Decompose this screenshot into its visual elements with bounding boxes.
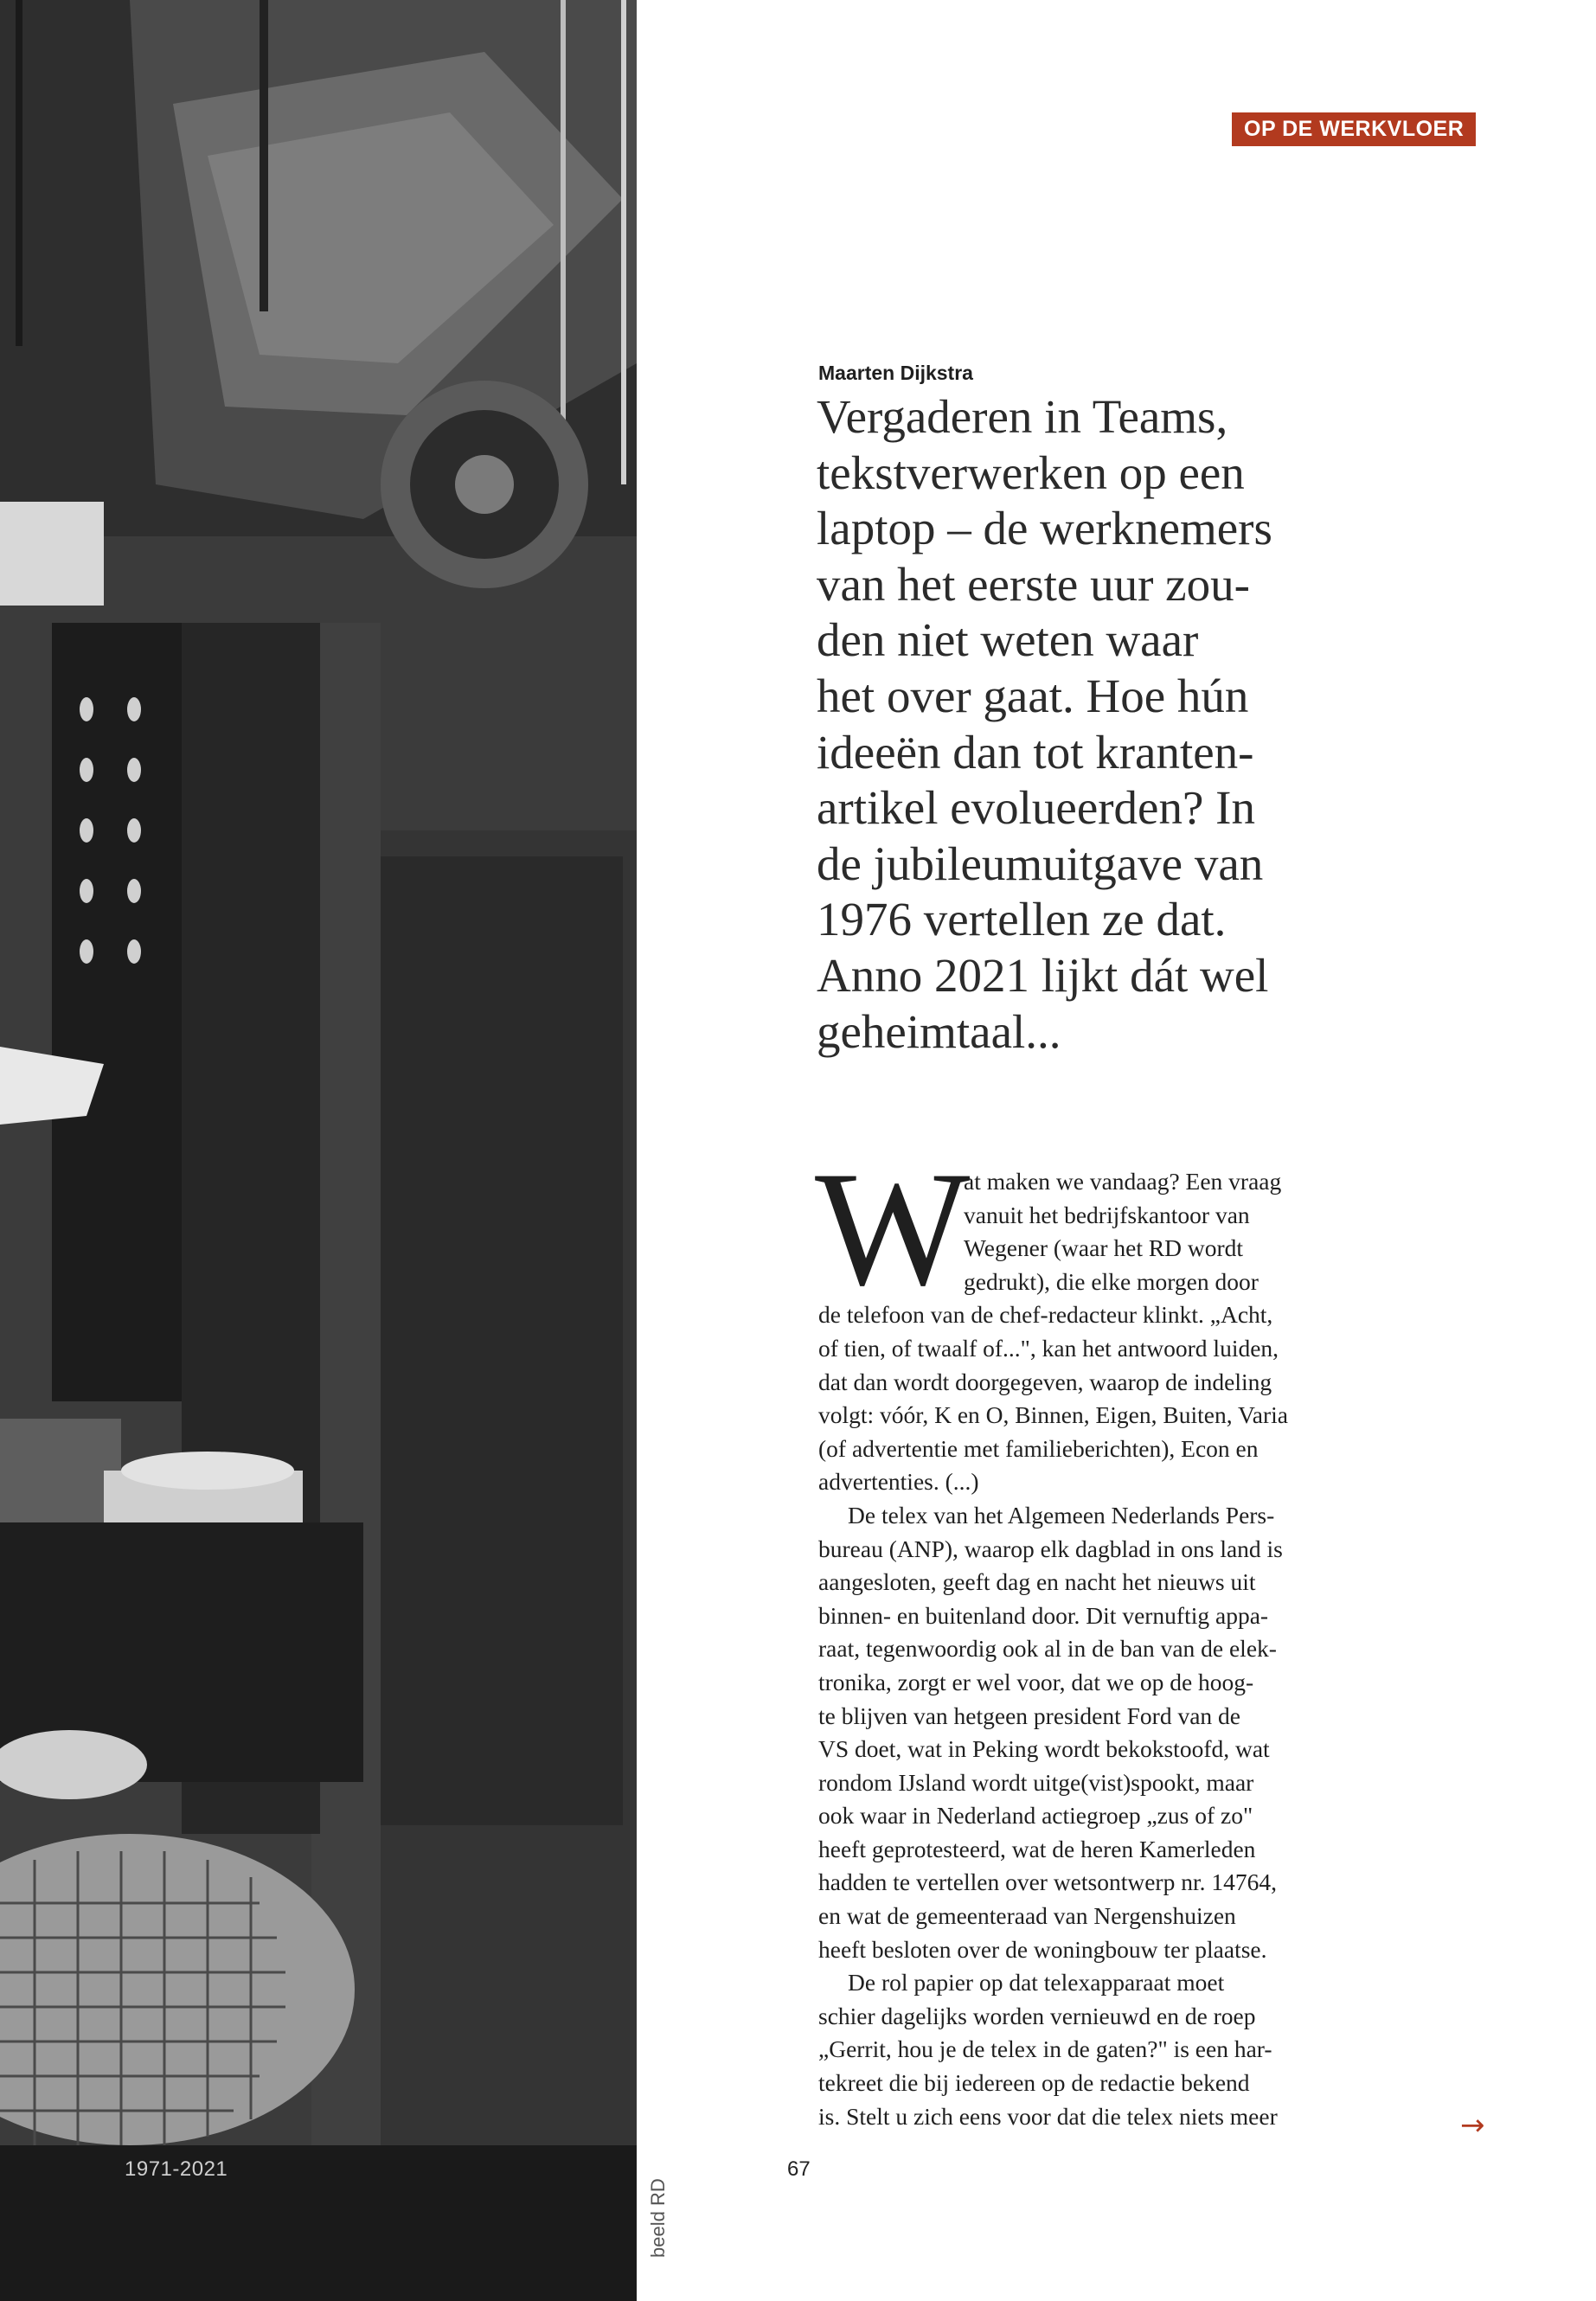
body-line: vanuit het bedrijfskantoor van — [964, 1201, 1250, 1228]
intro-line: artikel evolueerden? In — [817, 781, 1255, 835]
body-line: bureau (ANP), waarop elk dagblad in ons land is — [818, 1535, 1283, 1562]
body-line: heeft besloten over de woningbouw ter plaatse. — [818, 1935, 1267, 1963]
body-line: VS doet, wat in Peking wordt bekokstoofd, wat — [818, 1735, 1270, 1763]
continue-arrow-icon: → — [1460, 2108, 1485, 2143]
intro-line: Vergaderen in Teams, — [817, 390, 1228, 443]
intro-line: van het eerste uur zou- — [817, 557, 1250, 611]
body-line: schier dagelijks worden vernieuwd en de roep — [818, 2002, 1256, 2029]
intro-line: 1976 vertellen ze dat. — [817, 893, 1227, 946]
intro-line: ideeën dan tot kranten- — [817, 725, 1254, 779]
drop-cap: W — [815, 1138, 971, 1320]
intro-line: laptop – de werknemers — [817, 502, 1272, 555]
archive-photo-printing-press — [0, 0, 637, 2301]
body-line: heeft geprotesteerd, wat de heren Kamerleden — [818, 1835, 1256, 1862]
author-byline: Maarten Dijkstra — [818, 362, 973, 384]
body-line: te blijven van hetgeen president Ford van de — [818, 1702, 1240, 1729]
body-line: rondom IJsland wordt uitge(vist)spookt, maar — [818, 1768, 1254, 1796]
body-line: Wegener (waar het RD wordt — [964, 1234, 1244, 1262]
body-line: ook waar in Nederland actiegroep „zus of zo" — [818, 1802, 1253, 1830]
article-body — [818, 1165, 1372, 2133]
body-line: „Gerrit, hou je de telex in de gaten?" is een har- — [818, 2035, 1272, 2063]
body-line: tronika, zorgt er wel voor, dat we op de hoog- — [818, 1668, 1254, 1695]
body-line: advertenties. (...) — [818, 1468, 979, 1496]
page-number: 67 — [787, 2157, 811, 2181]
photo-image — [0, 0, 637, 2301]
body-line: raat, tegenwoordig ook al in de ban van de elek- — [818, 1635, 1277, 1663]
section-tag: OP DE WERKVLOER — [1232, 112, 1476, 146]
photo-credit: beeld RD — [647, 2178, 669, 2258]
folio-year-range: 1971-2021 — [125, 2157, 228, 2181]
body-line: de telefoon van de chef-redacteur klinkt. „Acht, — [818, 1301, 1273, 1329]
body-line: De telex van het Algemeen Nederlands Pers- — [848, 1501, 1275, 1529]
body-line: De rol papier op dat telexapparaat moet — [848, 1969, 1225, 1997]
intro-line: tekstverwerken op een — [817, 445, 1245, 499]
body-line: (of advertentie met familieberichten), Econ en — [818, 1434, 1259, 1462]
intro-line: Anno 2021 lijkt dát wel — [817, 948, 1269, 1002]
intro-text — [817, 389, 1388, 1060]
body-line: of tien, of twaalf of...", kan het antwoord luiden, — [818, 1334, 1279, 1362]
body-line: aangesloten, geeft dag en nacht het nieuws uit — [818, 1568, 1256, 1596]
body-line: at maken we vandaag? Een vraag — [964, 1168, 1282, 1195]
body-line: dat dan wordt doorgegeven, waarop de indeling — [818, 1368, 1272, 1395]
body-line: hadden te vertellen over wetsontwerp nr. 14764, — [818, 1868, 1277, 1896]
intro-line: den niet weten waar — [817, 613, 1199, 667]
body-line: tekreet die bij iedereen op de redactie bekend — [818, 2069, 1250, 2097]
body-line: en wat de gemeenteraad van Nergenshuizen — [818, 1902, 1236, 1930]
intro-line: de jubileumuitgave van — [817, 836, 1264, 890]
body-line: is. Stelt u zich eens voor dat die telex niets meer — [818, 2102, 1278, 2130]
body-line: gedrukt), die elke morgen door — [964, 1267, 1259, 1295]
intro-line: geheimtaal... — [817, 1004, 1061, 1058]
body-line: binnen- en buitenland door. Dit vernuftig appa- — [818, 1601, 1269, 1629]
body-line: volgt: vóór, K en O, Binnen, Eigen, Buiten, Varia — [818, 1401, 1288, 1429]
intro-line: het over gaat. Hoe hún — [817, 669, 1249, 722]
